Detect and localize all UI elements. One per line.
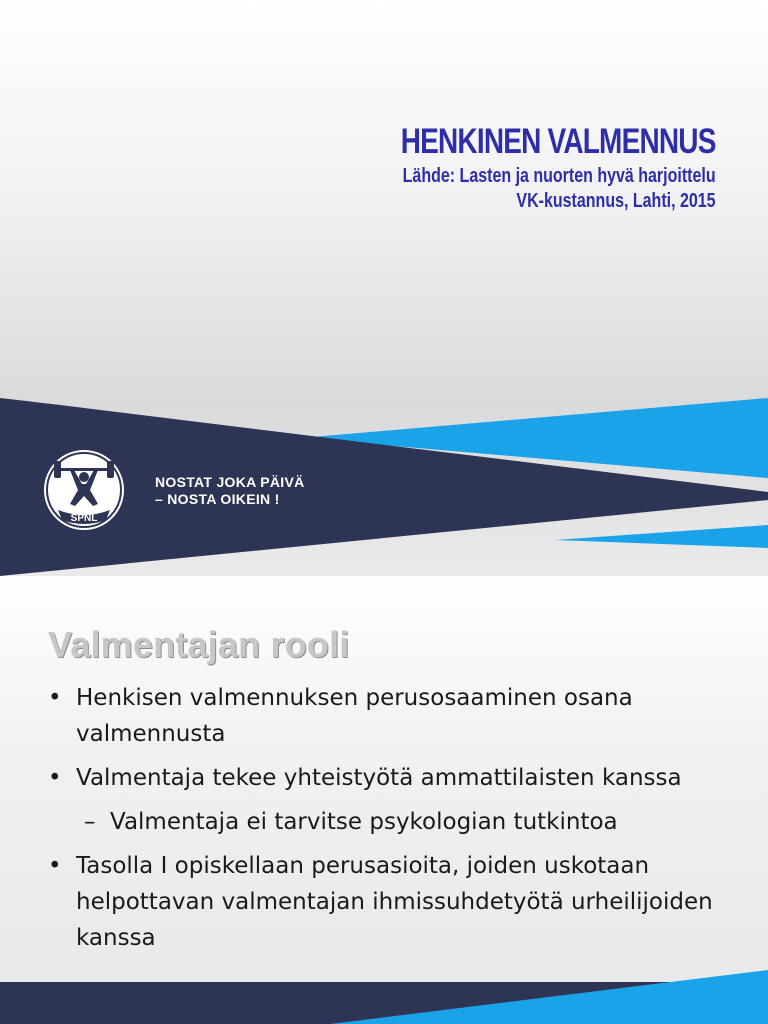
spnl-logo [42,448,126,532]
slogan-line-2: – NOSTA OIKEIN ! [155,491,280,507]
decorative-band-bottom [0,576,768,1024]
bullet-text: Valmentaja tekee yhteistyötä ammattilaisten kanssa [76,765,682,791]
sub-bullet-text: Valmentaja ei tarvitse psykologian tutkintoa [110,809,618,835]
sub-bullet-dash: – [84,809,96,835]
source-line-1: Lähde: Lasten ja nuorten hyvä harjoittelu [403,165,716,187]
bullet-dot: • [48,685,62,711]
light-blue-stripe-bottom [555,525,768,548]
source-line-2: VK-kustannus, Lahti, 2015 [516,190,716,212]
slogan-line-1: NOSTAT JOKA PÄIVÄ [155,474,305,490]
bullet-dot: • [48,853,62,879]
slogan [155,474,305,508]
weightlifter-icon [44,450,124,530]
content-slide [0,576,768,1024]
logo-text: SPNL [70,513,98,524]
bullet-text: Tasolla I opiskellaan perusasioita, joiden uskotaan helpottavan valmentajan ihmissuhdetyötä urheilijoiden kanssa [76,853,713,951]
bullet-dot: • [48,765,62,791]
bullet-text: Henkisen valmennuksen perusosaaminen osana valmennusta [76,685,633,747]
slide-heading: Valmentajan rooli [48,624,350,665]
slide-title: HENKINEN VALMENNUS [401,122,716,161]
